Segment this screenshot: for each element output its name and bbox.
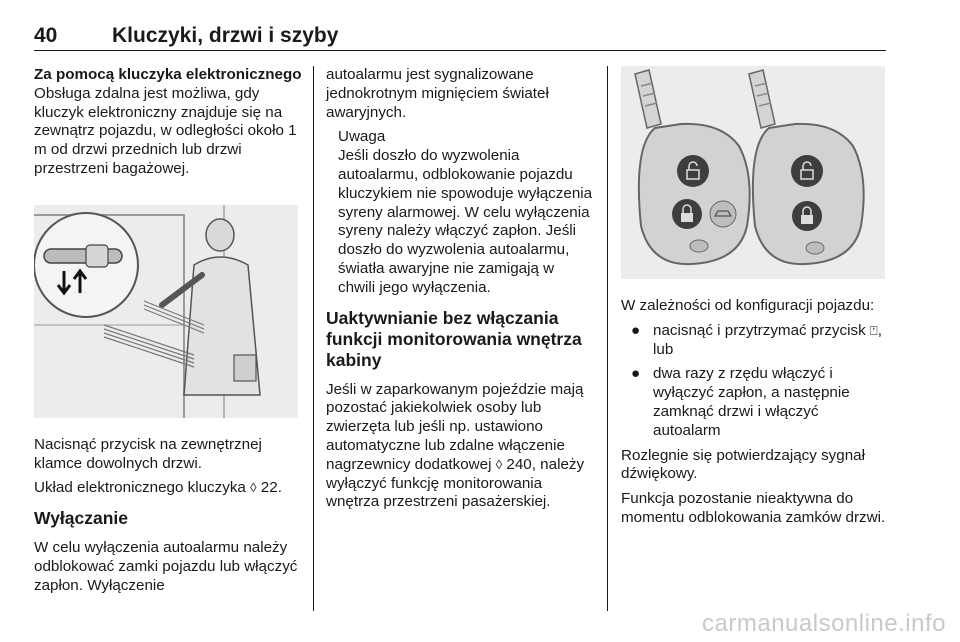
activate-paragraph <box>326 381 594 513</box>
inactive-text: Funkcja pozostanie nieaktywna do momentu odblokowania zamków drzwi. <box>621 490 886 526</box>
activate-text-end: należy wyłączyć funkcję monitorowania wnętrza przestrzeni pasażerskiej. <box>326 455 585 511</box>
key-system-reference <box>34 479 302 498</box>
section-title-electronic-key: Za pomocą kluczyka elektronicznego <box>34 66 302 83</box>
page-header <box>34 24 886 51</box>
option-list <box>621 322 889 441</box>
column-2 <box>326 66 594 518</box>
activate-text-start: Jeśli w zaparkowanym pojeździe mają pozostać jakiekolwiek osoby lub zwierzęta lub jeśli np. ustawiono automatyczne lub zdalne włączenie nagrzewnicy dodatkowej <box>326 380 584 473</box>
door-handle-drawing <box>34 205 298 418</box>
confirmation-text: Rozlegnie się potwierdzający sygnał dźwiękowy. <box>621 446 865 483</box>
column-3 <box>621 66 889 534</box>
page-reference-icon: ◊ <box>495 456 503 472</box>
page-number: 40 <box>34 24 58 47</box>
bullet-icon: ● <box>631 365 641 383</box>
heading-disarm: Wyłączanie <box>34 508 129 529</box>
note-text: Jeśli doszło do wyzwolenia autoalarmu, odblokowanie pojazdu kluczykiem nie spowoduje wyłączenia syreny alarmowej. W celu wyłączenia syreny należy włączyć zapłon. Jeśli doszło do wyzwolenia autoalarmu, światła awaryjne nie zamigają w chwili jego wyłączenia. <box>338 147 593 296</box>
page-reference-icon: ◊ <box>250 480 257 496</box>
disarm-paragraph: W celu wyłączenia autoalarmu należy odblokować zamki pojazdu lub włączyć zapłon. Wyłączenie <box>34 539 298 594</box>
watermark: carmanualsonline.info <box>702 610 946 637</box>
column-divider-1 <box>313 66 314 611</box>
config-intro: W zależności od konfiguracji pojazdu: <box>621 297 875 314</box>
continued-paragraph: autoalarmu jest sygnalizowane jednokrotnym mignięciem świateł awaryjnych. <box>326 66 549 121</box>
heading-activate: Uaktywnianie bez włączania funkcji monitorowania wnętrza kabiny <box>326 307 582 370</box>
option-1-text: nacisnąć i przytrzymać przycisk <box>653 321 866 339</box>
press-button-text: Nacisnąć przycisk na zewnętrznej klamce dowolnych drzwi. <box>34 435 262 472</box>
door-handle-illustration <box>34 205 298 418</box>
reference-text: Układ elektronicznego kluczyka <box>34 479 246 497</box>
list-item <box>621 322 889 360</box>
reference-page-link[interactable]: 22. <box>260 479 282 497</box>
chapter-title: Kluczyki, drzwi i szyby <box>112 24 339 47</box>
option-2-text: dwa razy z rzędu włączyć i wyłączyć zapłon, a następnie zamknąć drzwi i włączyć autoalarm <box>653 365 850 439</box>
option-1-suffix: , lub <box>653 321 882 358</box>
heater-reference-page-link[interactable]: 240, <box>506 455 536 473</box>
key-fobs-drawing <box>621 66 885 279</box>
list-item <box>621 365 889 440</box>
column-1 <box>34 66 302 602</box>
key-fobs-illustration <box>621 66 885 279</box>
note-box <box>326 128 594 297</box>
column-divider-2 <box>607 66 608 611</box>
interior-monitoring-button-icon: ⍞ <box>869 322 878 338</box>
note-title: Uwaga <box>338 128 386 146</box>
intro-paragraph: Obsługa zdalna jest możliwa, gdy kluczyk elektroniczny znajduje się na zewnątrz pojazdu, w odległości około 1 m od drzwi przednich lub drzwi przestrzeni bagażowej. <box>34 84 297 177</box>
bullet-icon: ● <box>631 321 641 339</box>
